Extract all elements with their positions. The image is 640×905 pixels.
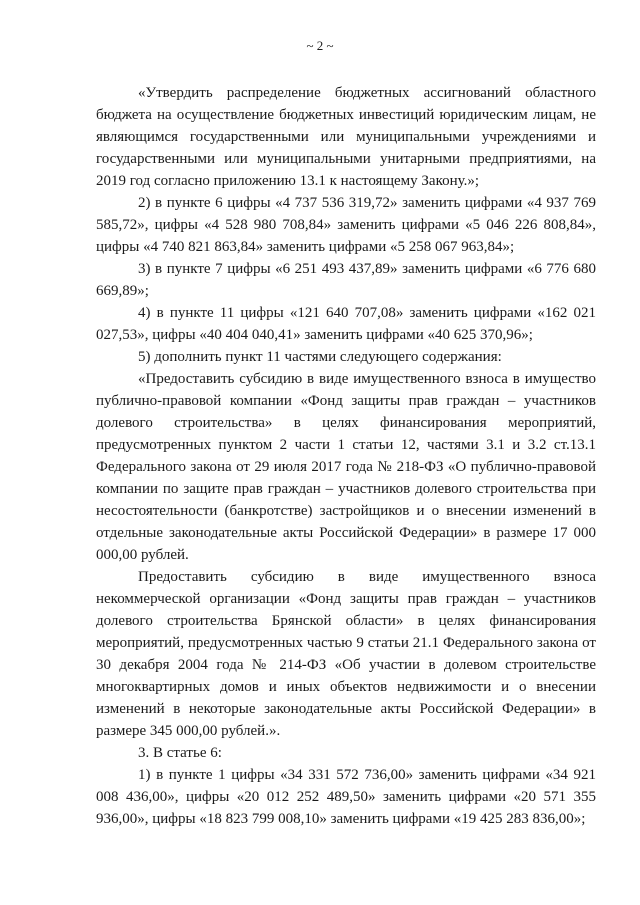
paragraph-item-4-clause-11: 4) в пункте 11 цифры «121 640 707,08» заменить цифрами «162 021 027,53», цифры «40 404 040,41» заменить цифрами «40 625 370,96»;: [96, 305, 596, 343]
paragraph-subsidy-nonprofit-fund: Предоставить субсидию в виде имущественного взноса некоммерческой организации «Фонд защиты прав граждан – участников долевого строительства Брянской области» в целях финансирования мероприятий, предусмотренных частью 9 статьи 21.1 Федерального закона от 30 декабря 2004 года № 214-ФЗ «Об участии в долевом строительстве многоквартирных домов и иных объектов недвижимости и о внесении изменений в некоторые законодательные акты Российской Федерации» в размере 345 000,00 рублей.».: [96, 569, 596, 739]
page-number: ~ 2 ~: [306, 38, 334, 53]
document-body: [96, 82, 596, 830]
paragraph-subsidy-public-company: «Предоставить субсидию в виде имущественного взноса в имущество публично-правовой компании «Фонд защиты прав граждан – участников долевого строительства» в целях финансирования мероприятий, предусмотренных пунктом 2 части 1 статьи 12, частями 3.1 и 3.2 ст.13.1 Федерального закона от 29 июля 2017 года № 218-ФЗ «О публично-правовой компании по защите прав граждан – участников долевого строительства при несостоятельности (банкротстве) застройщиков и о внесении изменений в отдельные законодательные акты Российской Федерации» в размере 17 000 000,00 рублей.: [96, 371, 596, 563]
paragraph-approve-budget-allocation: «Утвердить распределение бюджетных ассигнований областного бюджета на осуществление бюджетных инвестиций юридическим лицам, не являющимся государственными или муниципальными учреждениями и государственными или муниципальными унитарными предприятиями, на 2019 год согласно приложению 13.1 к настоящему Закону.»;: [96, 85, 596, 189]
paragraph-article-6-heading: 3. В статье 6:: [138, 745, 222, 761]
paragraph-item-3-clause-7: 3) в пункте 7 цифры «6 251 493 437,89» заменить цифрами «6 776 680 669,89»;: [96, 261, 596, 299]
paragraph-item-5-supplement: 5) дополнить пункт 11 частями следующего содержания:: [138, 349, 502, 365]
paragraph-article-6-item-1: 1) в пункте 1 цифры «34 331 572 736,00» заменить цифрами «34 921 008 436,00», цифры «20 012 252 489,50» заменить цифрами «20 571 355 936,00», цифры «18 823 799 008,10» заменить цифрами «19 425 283 836,00»;: [96, 767, 596, 827]
paragraph-item-2-clause-6: 2) в пункте 6 цифры «4 737 536 319,72» заменить цифрами «4 937 769 585,72», цифры «4 528 980 708,84» заменить цифрами «5 046 226 808,84», цифры «4 740 821 863,84» заменить цифрами «5 258 067 963,84»;: [96, 195, 596, 255]
